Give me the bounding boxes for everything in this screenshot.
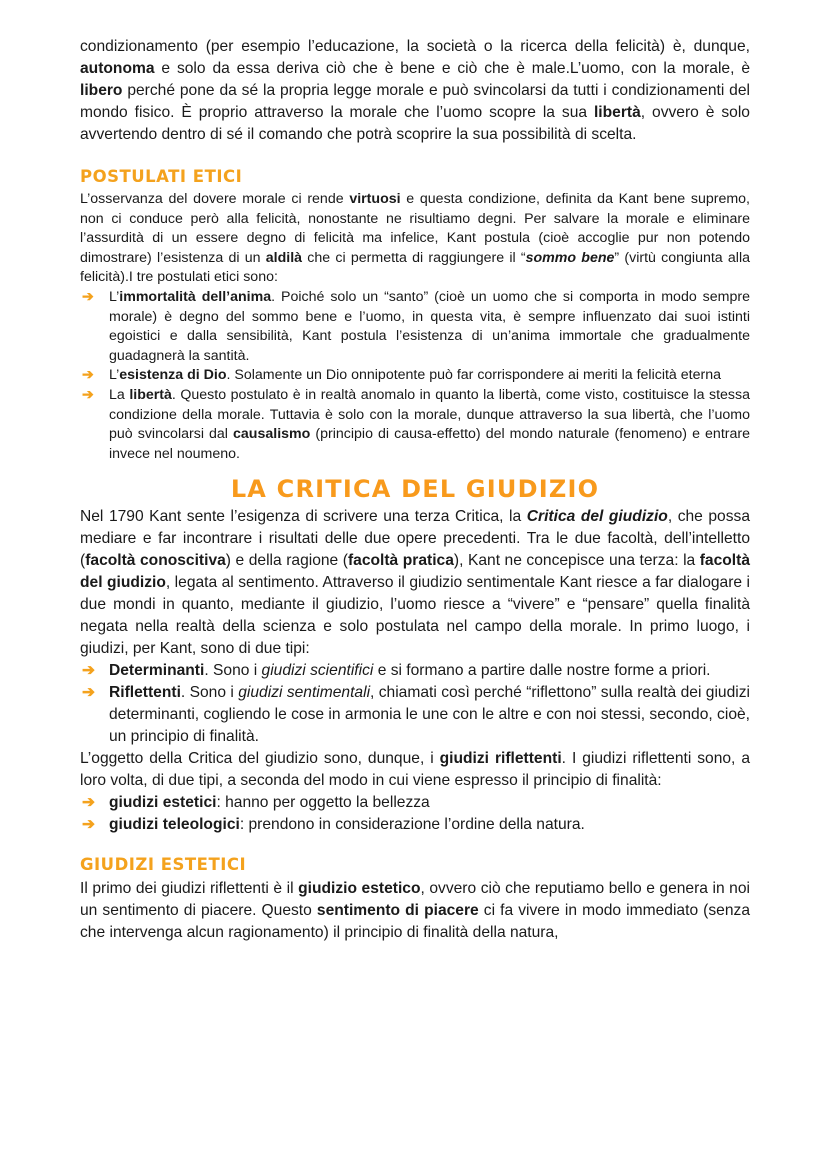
- postulati-paragraph: L’osservanza del dovere morale ci rende virtuosi e questa condizione, definita da Kant bene supremo, non ci conduce però alla felicità, nonostante ne risultiamo degni. Per salvare la morale e eliminare l’assurdità di un essere degno di felicità ma infelice, Kant postula (cioè accoglie pur non potendo dimostrare) l’esistenza di un aldilà che ci permetta di raggiungere il “sommo bene” (virtù congiunta alla felicità).I tre postulati etici sono:: [80, 191, 750, 286]
- arrow-bullet-icon: ➔: [82, 367, 94, 384]
- critica-paragraph: Nel 1790 Kant sente l’esigenza di scrivere una terza Critica, la Critica del giudizio, che possa mediare e far incontrare i risultati delle due opere precedenti. Tra le due facoltà, dell’intelletto (facoltà conoscitiva) e della ragione (facoltà pratica), Kant ne concepisce una terza: la facoltà del giudizio, legata al sentimento. Attraverso il giudizio sentimentale Kant riesce a far dialogare i due mondi in quanto, mediante il giudizio, l’uomo riesce a “vivere” e “pensare” quella finalità negata nella realtà della scienza e solo postulata nel campo della morale. In primo luogo, i giudizi, per Kant, sono di due tipi:: [80, 508, 750, 658]
- estetici-paragraph: Il primo dei giudizi riflettenti è il giudizio estetico, ovvero ciò che reputiamo bello e genera in noi un sentimento di piacere. Questo sentimento di piacere ci fa vivere in modo immediato (senza che intervenga alcun ragionamento) il principio di finalità della natura,: [80, 880, 750, 942]
- arrow-bullet-icon: ➔: [82, 288, 94, 305]
- postulati-list: [80, 288, 750, 464]
- list-item: ➔ Determinanti. Sono i giudizi scientifici e si formano a partire dalle nostre forme a priori.: [80, 660, 750, 682]
- chapter-heading-critica-del-giudizio: LA CRITICA DEL GIUDIZIO: [230, 475, 600, 504]
- arrow-bullet-icon: ➔: [82, 662, 96, 680]
- critica-paragraph-2: L’oggetto della Critica del giudizio sono, dunque, i giudizi riflettenti. I giudizi riflettenti sono, a loro volta, di due tipi, a seconda del modo in cui viene espresso il principio di finalità:: [80, 750, 751, 790]
- arrow-bullet-icon: ➔: [82, 816, 96, 834]
- list-item: ➔ giudizi estetici: hanno per oggetto la bellezza: [80, 792, 750, 814]
- arrow-bullet-icon: ➔: [82, 794, 96, 812]
- giudizi-riflettenti-list: [80, 792, 750, 836]
- list-item: ➔ Riflettenti. Sono i giudizi sentimentali, chiamati così perché “riflettono” sulla realtà dei giudizi determinanti, cogliendo le cose in armonia le une con le altre e con noi stessi, secondo, cioè, un principio di finalità.: [82, 684, 750, 746]
- section-heading-postulati-etici: POSTULATI ETICI: [80, 167, 243, 186]
- list-item: ➔ L’immortalità dell’anima. Poiché solo un “santo” (cioè un uomo che si comporta in modo sempre morale) è degno del sommo bene e l’uomo, in questa vita, è sempre influenzato dai suoi istinti egoistici e dalla sensibilità, Kant postula l’esistenza di un’anima immortale che gradualmente guadagnerà la santità.: [82, 288, 750, 364]
- arrow-bullet-icon: ➔: [82, 684, 96, 702]
- list-item: ➔ La libertà. Questo postulato è in realtà anomalo in quanto la libertà, come visto, costituisce la stessa condizione della morale. Tuttavia è solo con la morale, dunque attraverso la sua libertà, che l’uomo può svincolarsi dal causalismo (principio di causa-effetto) del mondo naturale (fenomeno) e entrare invece nel noumeno.: [82, 386, 750, 462]
- document-page: [80, 36, 750, 944]
- list-item: ➔ giudizi teleologici: prendono in considerazione l’ordine della natura.: [80, 814, 750, 836]
- giudizi-types-list: [80, 660, 750, 748]
- list-item: ➔ L’esistenza di Dio. Solamente un Dio onnipotente può far corrispondere ai meriti la felicità eterna: [80, 366, 750, 386]
- arrow-bullet-icon: ➔: [82, 386, 94, 403]
- section-heading-giudizi-estetici: GIUDIZI ESTETICI: [80, 855, 247, 875]
- intro-paragraph: condizionamento (per esempio l’educazione, la società o la ricerca della felicità) è, dunque, autonoma e solo da essa deriva ciò che è bene e ciò che è male.L’uomo, con la morale, è libero perché pone da sé la propria legge morale e può svincolarsi da tutti i condizionamenti del mondo fisico. È proprio attraverso la morale che l’uomo scopre la sua libertà, ovvero è solo avvertendo dentro di sé il comando che potrà scoprire la sua possibilità di scelta.: [80, 38, 750, 143]
